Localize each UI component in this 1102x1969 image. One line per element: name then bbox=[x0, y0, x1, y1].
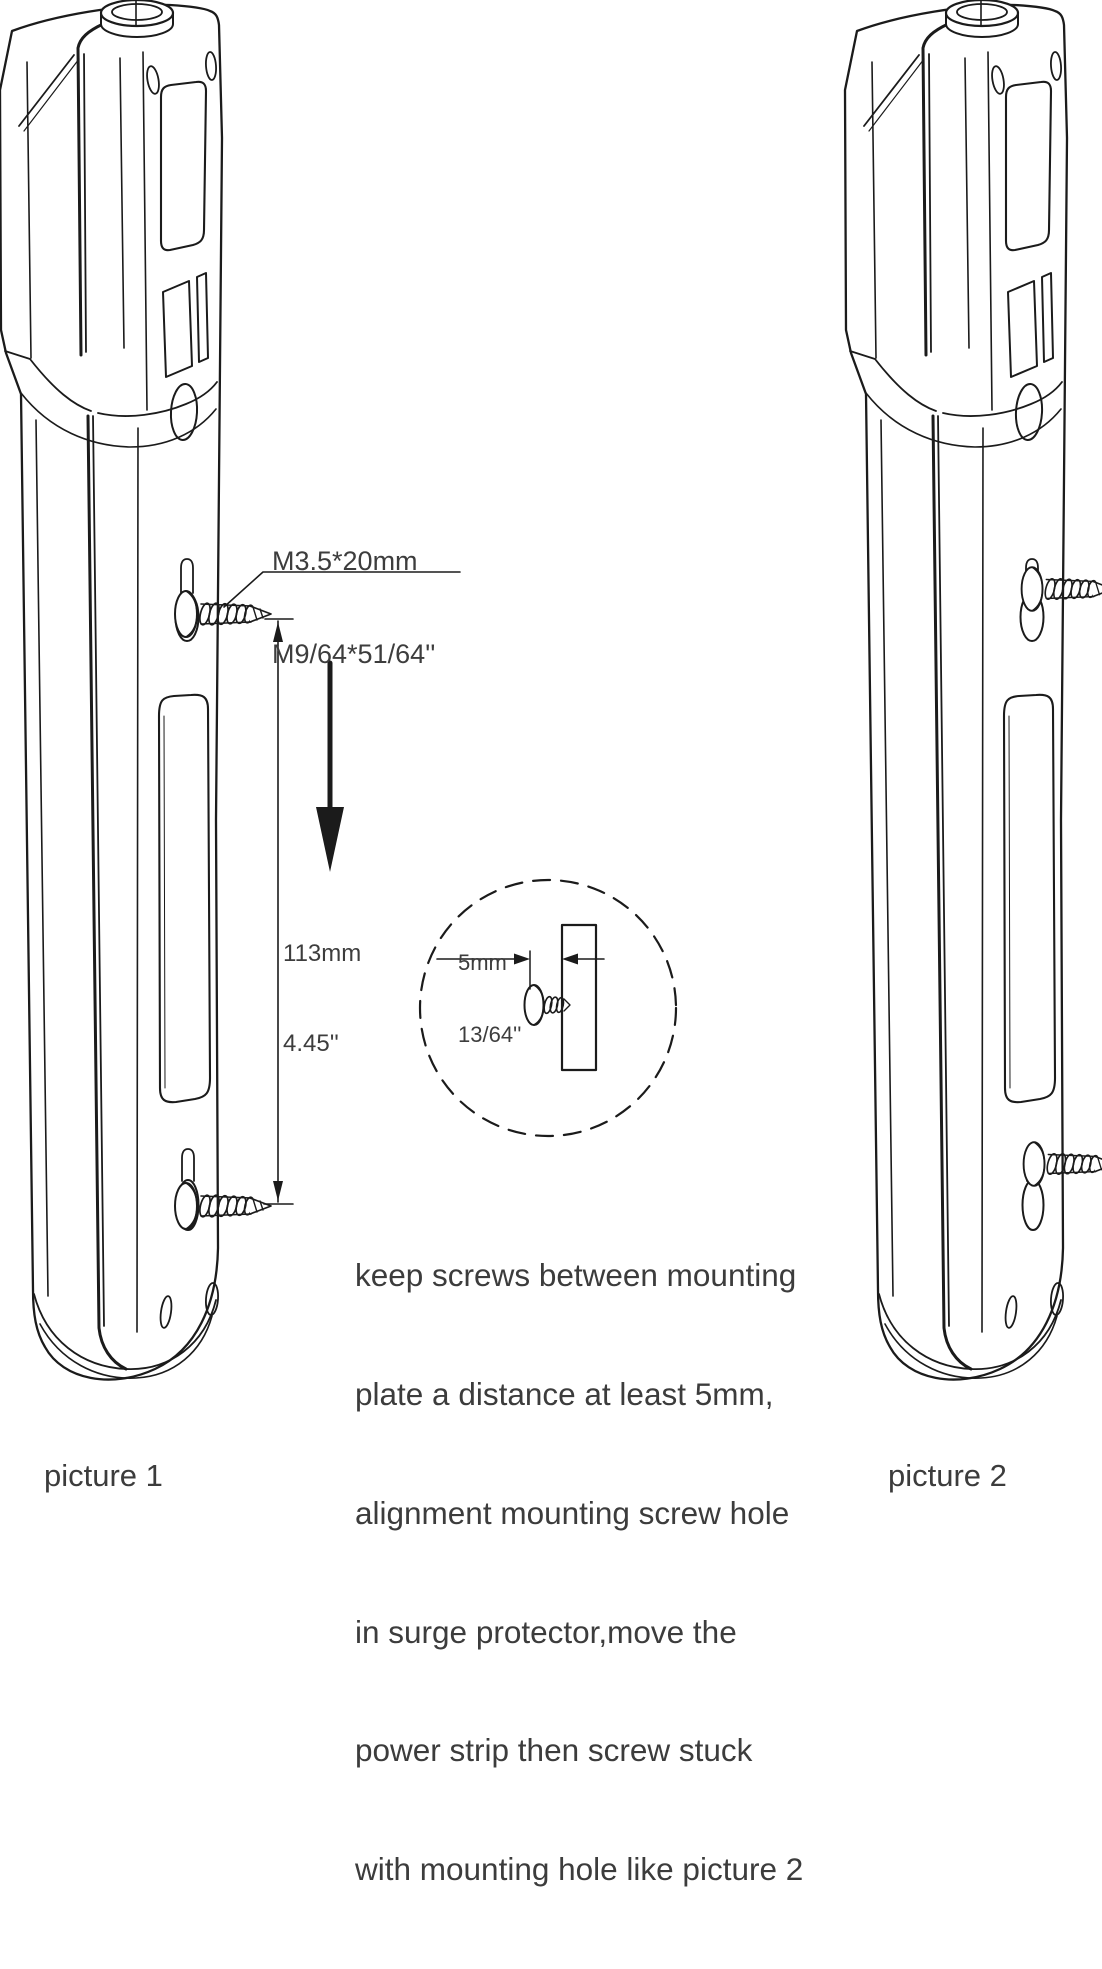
instruction-line: in surge protector,move the bbox=[355, 1613, 737, 1650]
gap-arrow-left bbox=[562, 954, 578, 965]
screw-distance-label bbox=[283, 879, 361, 1119]
instruction-line: with mounting hole like picture 2 bbox=[355, 1851, 804, 1888]
screw-distance-metric: 113mm bbox=[283, 940, 362, 967]
screw-distance-imperial: 4.45'' bbox=[283, 1030, 339, 1057]
instruction-line: keep screws between mounting bbox=[355, 1257, 797, 1294]
wall-gap-label bbox=[458, 903, 521, 1095]
downward-direction-arrow-head bbox=[316, 807, 344, 872]
instruction-line: power strip then screw stuck bbox=[355, 1732, 753, 1769]
power-strip-body-1 bbox=[0, 0, 222, 1380]
mounting-screw-bottom-1 bbox=[175, 1183, 271, 1229]
power-strip-figure-2 bbox=[845, 0, 1102, 1380]
screw-spec-imperial: M9/64*51/64'' bbox=[272, 639, 436, 669]
power-strip-figure-1 bbox=[0, 0, 271, 1380]
caption-picture-2: picture 2 bbox=[888, 1458, 1007, 1493]
mounting-plate-section bbox=[562, 925, 596, 1070]
wall-gap-imperial: 13/64'' bbox=[458, 1022, 522, 1047]
caption-picture-1: picture 1 bbox=[44, 1458, 163, 1493]
dimension-arrow-down bbox=[273, 1181, 283, 1201]
mounting-screw-top-1 bbox=[175, 591, 271, 637]
wall-gap-metric: 5mm bbox=[458, 950, 507, 975]
screw-spec-label bbox=[272, 484, 435, 732]
instruction-line: plate a distance at least 5mm, bbox=[355, 1375, 774, 1412]
instruction-text bbox=[355, 1177, 803, 1969]
instruction-line: alignment mounting screw hole bbox=[355, 1494, 790, 1531]
screw-spec-metric: M3.5*20mm bbox=[272, 546, 418, 576]
